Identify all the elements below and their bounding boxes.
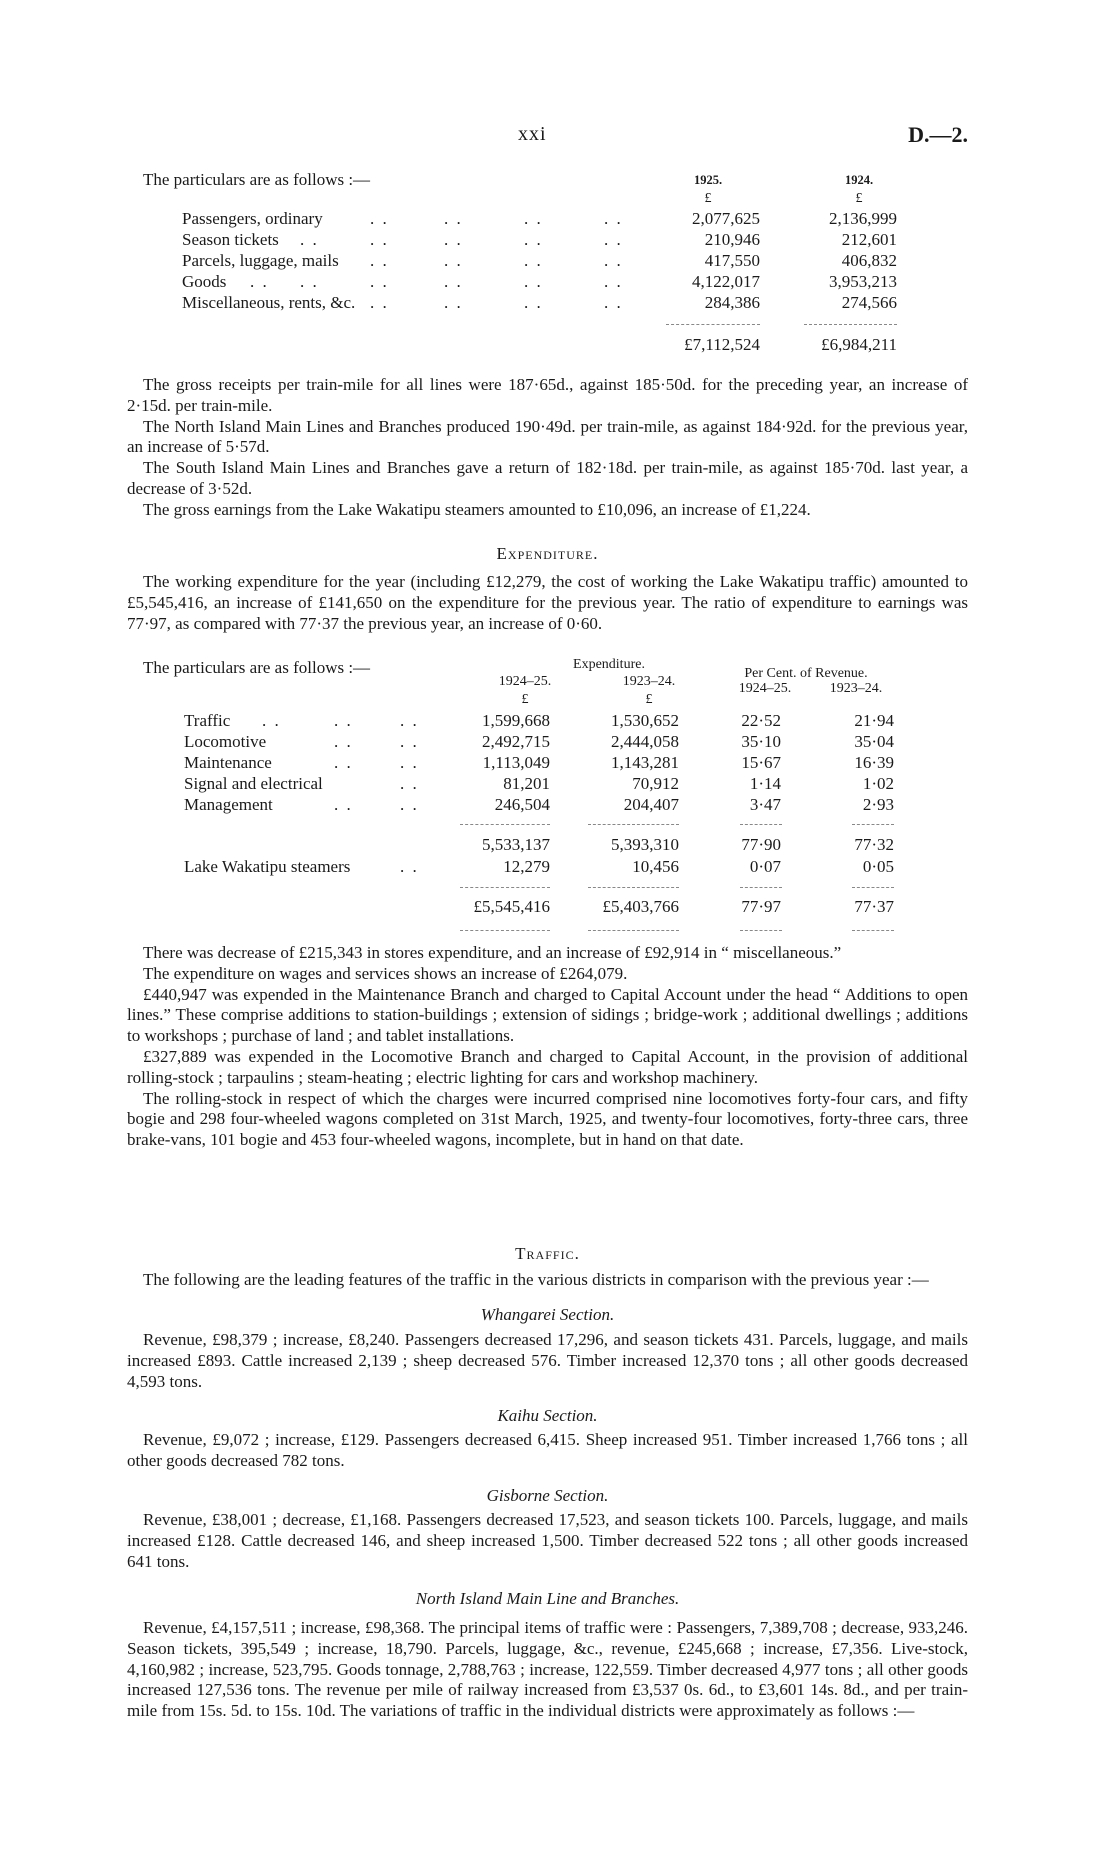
total-percent-1923-24: 77·37 <box>854 897 894 916</box>
value-1925: 284,386 <box>704 293 760 312</box>
expenditure-1924-25: 246,504 <box>494 795 550 814</box>
percent-1924-25: 3·47 <box>749 795 781 814</box>
table-row: Goods . . . . . . . . . . . . 4,122,017 3,953,213 <box>182 272 897 291</box>
row-label: Parcels, luggage, mails <box>182 251 339 270</box>
total-row <box>0 896 1114 917</box>
percent-1924-25: 1·14 <box>749 774 781 793</box>
percent-1924-25: 15·67 <box>741 753 781 772</box>
expenditure-1924-25: 81,201 <box>503 774 550 793</box>
gisborne-section <box>127 1510 968 1572</box>
lake-wakatipu-row: Lake Wakatipu steamers . . 12,279 10,456 0·07 0·05 <box>184 857 894 876</box>
paragraph: Revenue, £38,001 ; decrease, £1,168. Passengers decreased 17,523, and season tickets 100. Parcels, luggage, and mails increased £128. Cattle decreased 146, and sheep increased 1,500. Timber decreased 522 tons ; all other goods increased 641 tons. <box>127 1510 968 1571</box>
value-1924: 406,832 <box>841 251 897 270</box>
total-row <box>0 334 1114 355</box>
total-1923-24: £5,403,766 <box>602 897 679 916</box>
row-label: Passengers, ordinary <box>182 209 323 228</box>
year-header: 1924–25. <box>498 674 552 689</box>
percent-1924-25: 35·10 <box>741 732 781 751</box>
table-row: Maintenance . . . . 1,113,049 1,143,281 15·67 16·39 <box>184 753 894 772</box>
percent-1923-24: 16·39 <box>854 753 894 772</box>
year-header: 1923–24. <box>622 674 676 689</box>
value-1924: 212,601 <box>841 230 897 249</box>
expenditure-1924-25: 2,492,715 <box>482 732 550 751</box>
table-row: Miscellaneous, rents, &c. . . . . . . . . 284,386 274,566 <box>182 293 897 312</box>
receipts-paragraphs <box>127 375 968 521</box>
expenditure-1924-25: 1,113,049 <box>482 753 550 772</box>
percent-1924-25: 0·07 <box>749 857 781 876</box>
value-1925: 417,550 <box>704 251 760 270</box>
row-label: Locomotive <box>184 732 267 751</box>
paragraph: The working expenditure for the year (including £12,279, the cost of working the Lake Wakatipu traffic) amounted to £5,545,416, an increase of £141,650 on the expenditure for the previous year. The ratio of expenditure to earnings was 77·97, as compared with 77·37 the previous year, an increase of 0·60. <box>127 572 968 633</box>
total-percent-1924-25: 77·97 <box>741 897 781 916</box>
column-header-1925: 1925. <box>693 173 723 187</box>
section-title-gisborne: Gisborne Section. <box>486 1486 609 1505</box>
value-1925: 210,946 <box>704 230 760 249</box>
paragraph: Revenue, £4,157,511 ; increase, £98,368. The principal items of traffic were : Passengers, 7,389,708 ; decrease, 933,246. Season tickets, 395,549 ; increase, 18,790. Parcels, luggage, &c., revenue, £245,668 ; increase, £7,356. Live-stock, 4,160,982 ; increase, 523,795. Goods tonnage, 2,788,763 ; increase, 122,559. Timber decreased 4,977 tons ; all other goods increased 127,536 tons. The revenue per mile of railway increased from £3,537 0s. 6d., to £3,601 14s. 8d., and per train-mile from 15s. 5d. to 15s. 10d. The variations of traffic in the individual districts were approximately as follows :— <box>127 1618 968 1721</box>
whangarei-section <box>127 1330 968 1392</box>
total-1924: £6,984,211 <box>821 335 897 354</box>
table-row: Signal and electrical . . 81,201 70,912 1·14 1·02 <box>184 774 894 793</box>
group-header-percent-revenue: Per Cent. of Revenue. <box>744 666 868 681</box>
subtotal-1924-25: 5,533,137 <box>482 835 550 854</box>
subtotal-percent-1924-25: 77·90 <box>741 835 781 854</box>
table-row: Traffic . . . . . . 1,599,668 1,530,652 22·52 21·94 <box>184 711 894 730</box>
section-heading-traffic: Traffic. <box>515 1244 580 1263</box>
percent-1923-24: 21·94 <box>854 711 894 730</box>
section-heading-expenditure: Expenditure. <box>496 544 599 563</box>
expenditure-1923-24: 70,912 <box>632 774 679 793</box>
paragraph: The following are the leading features of the traffic in the various districts in comparison with the previous year :— <box>143 1270 929 1289</box>
expenditure-1923-24: 1,530,652 <box>611 711 679 730</box>
total-1925: £7,112,524 <box>684 335 760 354</box>
percent-1924-25: 22·52 <box>741 711 781 730</box>
table-row: Season tickets . . . . . . . . . . 210,946 212,601 <box>182 230 897 249</box>
paragraph: £440,947 was expended in the Maintenance Branch and charged to Capital Account under the head “ Additions to open lines.” These comprise additions to station-buildings ; extension of sidings ; bridge-work ; additional dwellings ; additions to workshops ; purchase of land ; and tablet installations. <box>127 984 968 1046</box>
subtotal-1923-24: 5,393,310 <box>611 835 679 854</box>
value-1924: 3,953,213 <box>829 272 897 291</box>
section-title-kaihu: Kaihu Section. <box>497 1406 598 1425</box>
paragraph: The gross receipts per train-mile for all lines were 187·65d., against 185·50d. for the preceding year, an increase of 2·15d. per train-mile. <box>127 375 968 415</box>
north-island-section <box>127 1618 968 1722</box>
section-title-whangarei: Whangarei Section. <box>327 1304 768 1325</box>
paragraph: The rolling-stock in respect of which the charges were incurred comprised nine locomotives forty-four cars, and fifty bogie and 298 four-wheeled wagons completed on 31st March, 1925, and twenty-four locomotives, forty-three cars, three brake-vans, 101 bogie and 453 four-wheeled wagons, incomplete, but in hand on that date. <box>127 1088 968 1150</box>
group-header-expenditure: Expenditure. <box>573 657 645 672</box>
year-header: 1924–25. <box>738 681 792 696</box>
currency-label: £ <box>521 692 529 707</box>
percent-1923-24: 2·93 <box>862 795 894 814</box>
table-row: Parcels, luggage, mails . . . . . . . . 417,550 406,832 <box>182 251 897 270</box>
paragraph: The gross earnings from the Lake Wakatipu steamers amounted to £10,096, an increase of £1,224. <box>143 499 811 519</box>
value-1924: 274,566 <box>841 293 897 312</box>
year-header: 1923–24. <box>829 681 883 696</box>
currency-label: £ <box>855 191 863 206</box>
table-intro: The particulars are as follows :— <box>143 170 371 189</box>
expenditure-1923-24: 2,444,058 <box>611 732 679 751</box>
subtotal-row <box>0 834 1114 855</box>
currency-label: £ <box>645 692 653 707</box>
expenditure-notes <box>127 943 968 1151</box>
paragraph: Revenue, £9,072 ; increase, £129. Passengers decreased 6,415. Sheep increased 951. Timber increased 1,766 tons ; all other goods decreased 782 tons. <box>127 1430 968 1470</box>
percent-1923-24: 35·04 <box>854 732 894 751</box>
table-intro: The particulars are as follows :— <box>143 658 371 677</box>
page-number: xxi <box>518 123 547 145</box>
row-label: Goods <box>182 272 227 291</box>
value-1925: 2,077,625 <box>692 209 760 228</box>
expenditure-1924-25: 12,279 <box>503 857 550 876</box>
row-label: Lake Wakatipu steamers <box>184 857 351 876</box>
row-label: Miscellaneous, rents, &c. <box>182 293 356 312</box>
value-1924: 2,136,999 <box>829 209 897 228</box>
kaihu-section <box>127 1430 968 1472</box>
section-title-north-island: North Island Main Line and Branches. <box>415 1589 680 1608</box>
subtotal-percent-1923-24: 77·32 <box>854 835 894 854</box>
currency-label: £ <box>704 191 712 206</box>
expenditure-1923-24: 10,456 <box>632 857 679 876</box>
expenditure-1923-24: 1,143,281 <box>611 753 679 772</box>
row-label: Maintenance <box>184 753 272 772</box>
document-reference: D.—2. <box>908 122 968 147</box>
column-header-1924: 1924. <box>844 173 874 187</box>
row-label: Management <box>184 795 273 814</box>
paragraph: There was decrease of £215,343 in stores expenditure, and an increase of £92,914 in “ miscellaneous.” <box>143 943 842 962</box>
percent-1923-24: 1·02 <box>862 774 894 793</box>
total-1924-25: £5,545,416 <box>473 897 550 916</box>
percent-1923-24: 0·05 <box>862 857 894 876</box>
row-label: Season tickets <box>182 230 279 249</box>
table-row: Passengers, ordinary . . . . . . . . 2,077,625 2,136,999 <box>182 209 897 228</box>
paragraph: The South Island Main Lines and Branches gave a return of 182·18d. per train-mile, as against 185·70d. last year, a decrease of 3·52d. <box>127 458 968 498</box>
table-row: Locomotive . . . . 2,492,715 2,444,058 35·10 35·04 <box>184 732 894 751</box>
expenditure-paragraph <box>127 572 968 634</box>
paragraph: £327,889 was expended in the Locomotive Branch and charged to Capital Account, in the provision of additional rolling-stock ; tarpaulins ; steam-heating ; electric lighting for cars and workshop machinery. <box>127 1046 968 1087</box>
row-label: Signal and electrical <box>184 774 323 793</box>
total-rule <box>666 324 760 325</box>
traffic-intro <box>127 1270 968 1291</box>
paragraph: The expenditure on wages and services shows an increase of £264,079. <box>143 963 628 983</box>
table-row: Management . . . . 246,504 204,407 3·47 2·93 <box>184 795 894 814</box>
expenditure-1924-25: 1,599,668 <box>482 711 550 730</box>
paragraph: Revenue, £98,379 ; increase, £8,240. Passengers decreased 17,296, and season tickets 431. Parcels, luggage, and mails increased £893. Cattle increased 2,139 ; sheep decreased 576. Timber increased 12,370 tons ; all other goods decreased 4,593 tons. <box>127 1330 968 1391</box>
row-label: Traffic <box>184 711 231 730</box>
total-rule <box>804 324 897 325</box>
expenditure-1923-24: 204,407 <box>623 795 679 814</box>
paragraph: The North Island Main Lines and Branches produced 190·49d. per train-mile, as against 184·92d. for the previous year, an increase of 5·57d. <box>127 416 968 457</box>
value-1925: 4,122,017 <box>692 272 760 291</box>
